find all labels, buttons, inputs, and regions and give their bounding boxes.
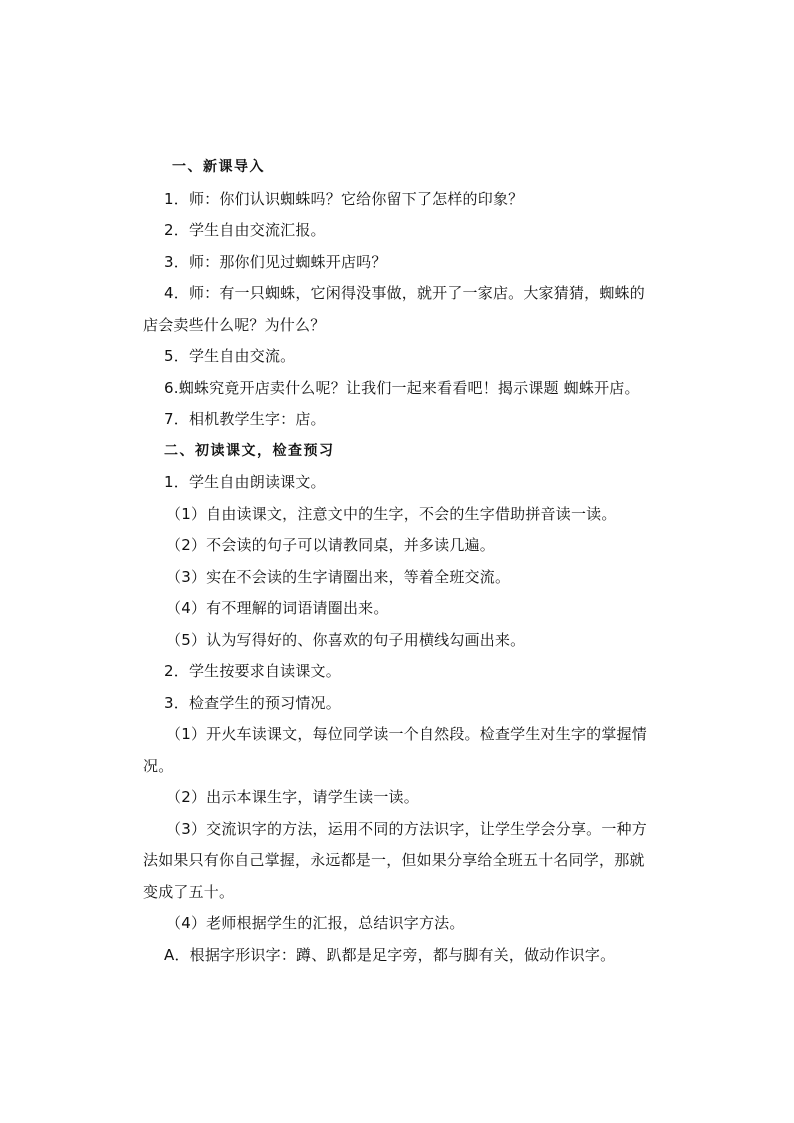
paragraph: 2．学生按要求自读课文。 bbox=[164, 662, 341, 680]
paragraph: 3．师：那你们见过蜘蛛开店吗？ bbox=[164, 252, 387, 271]
paragraph: 2．学生自由交流汇报。 bbox=[164, 221, 326, 239]
document-body bbox=[143, 152, 680, 971]
paragraph: （1）开火车读课文，每位同学读一个自然段。检查学生对生字的掌握情 bbox=[166, 725, 647, 743]
paragraph: （3）交流识字的方法，运用不同的方法识字，让学生学会分享。一种方 bbox=[166, 819, 647, 838]
paragraph: （4）有不理解的词语请圈出来。 bbox=[166, 599, 389, 617]
paragraph-continuation: 店会卖些什么呢？为什么？ bbox=[143, 315, 326, 334]
paragraph: 7．相机教学生字：店。 bbox=[164, 410, 326, 428]
paragraph: A．根据字形识字：蹲、趴都是足字旁，都与脚有关，做动作识字。 bbox=[164, 945, 616, 964]
paragraph: （2）出示本课生字，请学生读一读。 bbox=[166, 788, 419, 806]
paragraph: 1．学生自由朗读课文。 bbox=[164, 473, 326, 491]
paragraph: （4）老师根据学生的汇报，总结识字方法。 bbox=[166, 914, 465, 932]
paragraph: 5．学生自由交流。 bbox=[164, 347, 296, 365]
paragraph: （3）实在不会读的生字请圈出来，等着全班交流。 bbox=[166, 567, 511, 586]
paragraph-continuation: 法如果只有你自己掌握，永远都是一，但如果分享给全班五十名同学，那就 bbox=[143, 851, 645, 869]
paragraph: （2）不会读的句子可以请教同桌，并多读几遍。 bbox=[166, 536, 495, 554]
section-heading-intro: 一、新课导入 bbox=[172, 159, 265, 175]
section-heading-reading: 二、初读课文，检查预习 bbox=[164, 442, 335, 459]
paragraph: 3．检查学生的预习情况。 bbox=[164, 693, 341, 712]
paragraph: （5）认为写得好的、你喜欢的句子用横线勾画出来。 bbox=[166, 630, 526, 649]
paragraph: （1）自由读课文，注意文中的生字，不会的生字借助拼音读一读。 bbox=[166, 504, 617, 523]
paragraph-continuation: 变成了五十。 bbox=[143, 882, 235, 901]
paragraph: 6.蜘蛛究竟开店卖什么呢？让我们一起来看看吧！揭示课题 蜘蛛开店。 bbox=[164, 378, 640, 397]
paragraph-continuation: 况。 bbox=[143, 756, 174, 775]
paragraph: 1．师：你们认识蜘蛛吗？它给你留下了怎样的印象？ bbox=[164, 189, 524, 208]
paragraph: 4．师：有一只蜘蛛，它闲得没事做，就开了一家店。大家猜猜，蜘蛛的 bbox=[164, 284, 645, 302]
